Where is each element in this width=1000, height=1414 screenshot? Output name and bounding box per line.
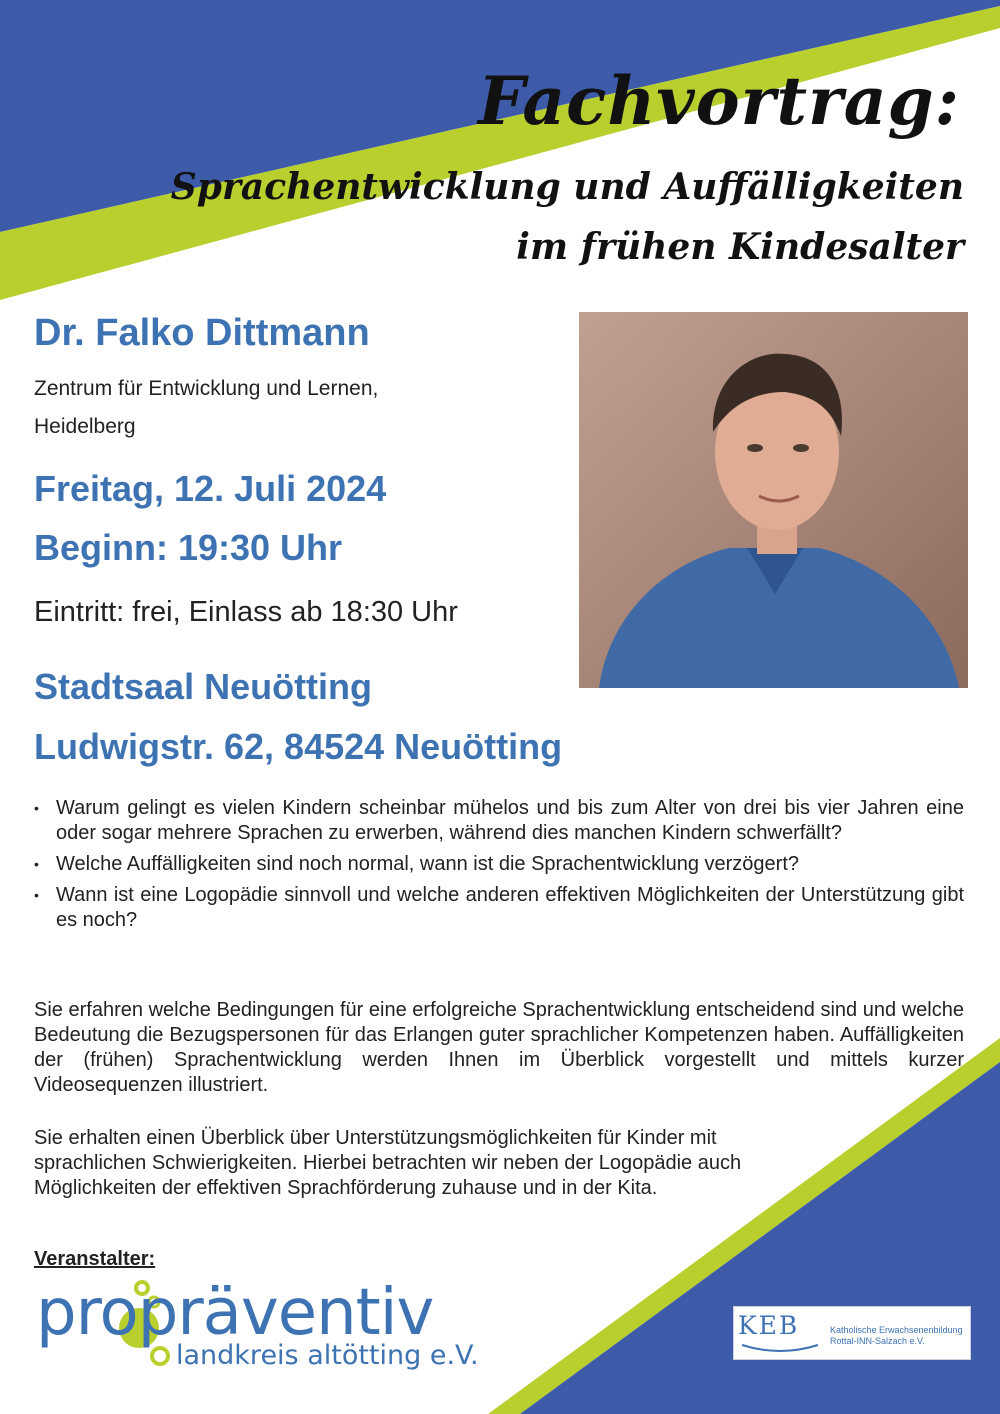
- keb-text: [830, 1325, 963, 1347]
- event-entry-info: Eintritt: frei, Einlass ab 18:30 Uhr: [34, 596, 458, 628]
- key-questions-list: [34, 796, 964, 939]
- list-item: [34, 883, 964, 933]
- keb-mark: KEB: [738, 1311, 800, 1340]
- bullet-dot-icon: •: [34, 887, 39, 903]
- bullet-dot-icon: •: [34, 800, 39, 816]
- event-venue: Stadtsaal Neuötting: [34, 666, 373, 707]
- affiliation-line1: Zentrum für Entwicklung und Lernen,: [34, 377, 379, 400]
- keb-line1: Katholische Erwachsenenbildung: [830, 1325, 963, 1335]
- list-item: [34, 852, 964, 877]
- bullet-text: Welche Auffälligkeiten sind noch normal, wann ist die Sprachentwicklung verzögert?: [56, 853, 800, 875]
- description-paragraph-1: Sie erfahren welche Bedingungen für eine erfolgreiche Sprachentwicklung entscheidend sind und welche Bedeutung die Bezugspersonen für das Erlangen guter sprachlicher Kompetenzen haben. Auffälligkeiten der (frühen) Sprachentwicklung werden Ihnen im Überblick vorgestellt und mittels kurzer Videosequenzen illustriert.: [34, 999, 964, 1096]
- event-date: Freitag, 12. Juli 2024: [34, 468, 387, 509]
- speaker-affiliation: [34, 370, 378, 446]
- bullet-text: Wann ist eine Logopädie sinnvoll und welche anderen effektiven Möglichkeiten der Unterstützung gibt es noch?: [56, 884, 964, 931]
- description-paragraph-2: Sie erhalten einen Überblick über Unterstützungsmöglichkeiten für Kinder mit sprachlichen Schwierigkeiten. Hierbei betrachten wir neben der Logopädie auch Möglichkeiten der effektiven Sprachförderung zuhause und in der Kita.: [34, 1127, 742, 1199]
- speaker-name: Dr. Falko Dittmann: [34, 312, 370, 354]
- poster-subtitle-line1: Sprachentwicklung und Auffälligkeiten: [170, 166, 964, 208]
- poster-subtitle-line2: im frühen Kindesalter: [516, 226, 964, 268]
- logo-tagline: landkreis altötting e.V.: [176, 1340, 479, 1371]
- speaker-portrait-photo: [579, 312, 968, 688]
- event-address: Ludwigstr. 62, 84524 Neuötting: [34, 726, 563, 767]
- logo-wordmark: propräventiv: [36, 1276, 434, 1350]
- poster-title: Fachvortrag:: [478, 62, 960, 140]
- keb-line2: Rottal-INN-Salzach e.V.: [830, 1336, 925, 1346]
- organizer-label: Veranstalter:: [34, 1248, 156, 1270]
- list-item: [34, 796, 964, 846]
- bullet-text: Warum gelingt es vielen Kindern scheinbar mühelos und bis zum Alter von drei bis vier Jahren eine oder sogar mehrere Sprachen zu erwerben, während dies manchen Kindern schwerfällt?: [56, 797, 964, 844]
- affiliation-line2: Heidelberg: [34, 415, 136, 438]
- keb-logo: [733, 1306, 971, 1360]
- portrait-illustration: [579, 312, 968, 688]
- propraeventiv-logo: [36, 1276, 506, 1386]
- bullet-dot-icon: •: [34, 856, 39, 872]
- event-start-time: Beginn: 19:30 Uhr: [34, 527, 343, 568]
- keb-swoosh-icon: [740, 1341, 820, 1355]
